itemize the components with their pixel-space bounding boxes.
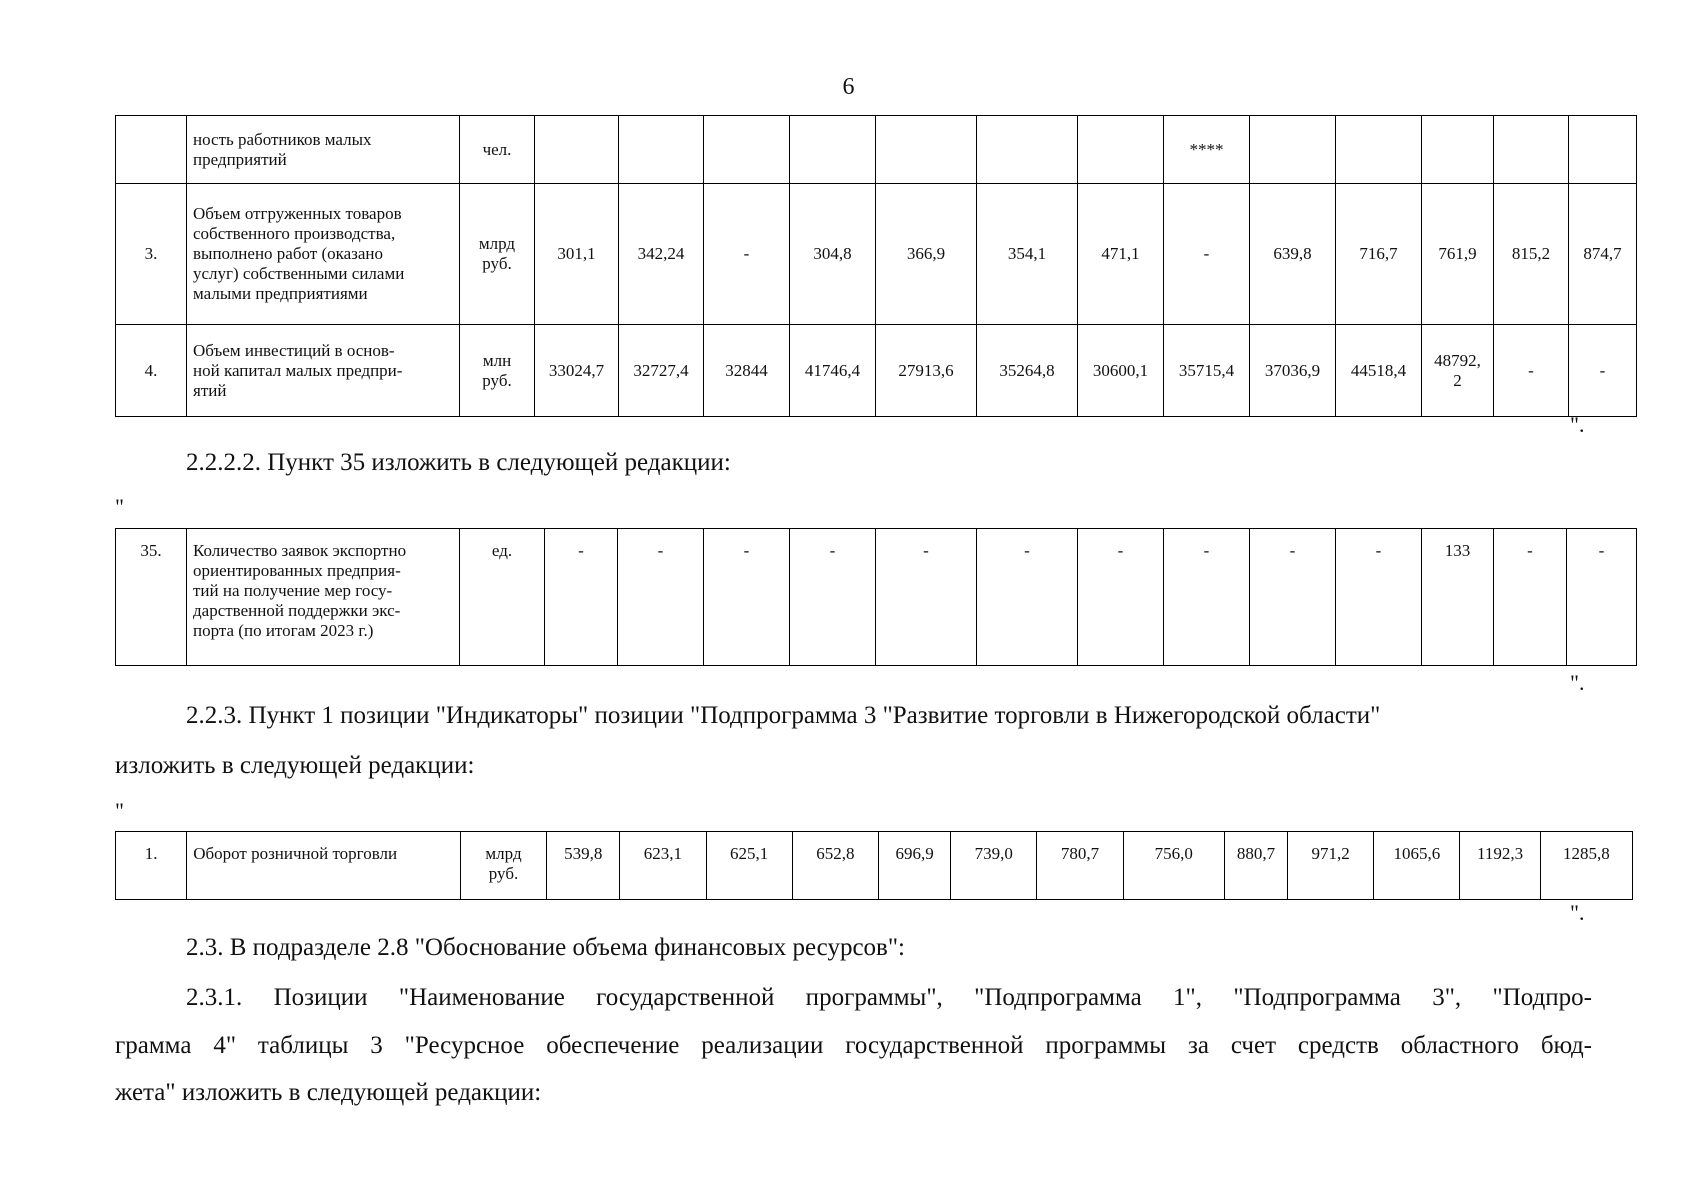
value-cell: 1065,6	[1374, 832, 1460, 900]
value-cell: 1285,8	[1540, 832, 1632, 900]
value-cell: 32844	[704, 325, 790, 417]
value-cell: 874,7	[1569, 184, 1637, 325]
value-cell: -	[545, 529, 618, 666]
indicator-name-cell: Объем инвестиций в основ- ной капитал малых предпри- ятий	[187, 325, 460, 417]
paragraph-2-2-3-line-1: 2.2.3. Пункт 1 позиции "Индикаторы" позиции "Подпрограмма 3 "Развитие торговли в Нижегородской области"	[186, 702, 1381, 729]
page-number: 6	[842, 74, 855, 100]
value-cell: -	[704, 529, 790, 666]
value-cell: 1192,3	[1460, 832, 1540, 900]
value-cell: 539,8	[547, 832, 620, 900]
value-cell: 30600,1	[1078, 325, 1164, 417]
indicator-name-cell: Объем отгруженных товаров собственного производства, выполнено работ (оказано услуг) собственными силами малыми предприятиями	[187, 184, 460, 325]
table-row	[116, 116, 1637, 184]
paragraph-2-3-1-line-2: грамма 4" таблицы 3 "Ресурсное обеспечение реализации государственной программы за счет средств областного бюд-	[115, 1032, 1592, 1059]
value-cell: -	[1494, 529, 1567, 666]
value-cell: 756,0	[1123, 832, 1224, 900]
value-cell: -	[1569, 325, 1637, 417]
value-cell: 27913,6	[876, 325, 977, 417]
row-number-cell: 3.	[116, 184, 187, 325]
close-quote: ".	[1570, 900, 1585, 925]
indicators-table-1	[115, 115, 1637, 417]
open-quote: "	[115, 798, 124, 823]
value-cell: 739,0	[951, 832, 1037, 900]
close-quote: ".	[1570, 670, 1585, 695]
value-cell: 780,7	[1037, 832, 1123, 900]
value-cell: -	[1078, 529, 1164, 666]
value-cell: 815,2	[1494, 184, 1569, 325]
indicator-name-cell: ность работников малых предприятий	[187, 116, 460, 184]
value-cell: 652,8	[792, 832, 878, 900]
close-quote: ".	[1570, 412, 1585, 437]
value-cell	[790, 116, 876, 184]
value-cell: 48792, 2	[1422, 325, 1494, 417]
value-cell: 880,7	[1224, 832, 1287, 900]
value-cell: 133	[1422, 529, 1494, 666]
value-cell: 33024,7	[535, 325, 619, 417]
value-cell	[1422, 116, 1494, 184]
value-cell	[1494, 116, 1569, 184]
indicator-name-cell: Оборот розничной торговли	[187, 832, 461, 900]
value-cell: -	[977, 529, 1078, 666]
value-cell	[704, 116, 790, 184]
value-cell: 35715,4	[1164, 325, 1250, 417]
value-cell: -	[1494, 325, 1569, 417]
value-cell: 354,1	[977, 184, 1078, 325]
unit-cell: млрд руб.	[460, 832, 546, 900]
value-cell: -	[1567, 529, 1637, 666]
value-cell: 37036,9	[1250, 325, 1336, 417]
paragraph-2-3-1-line-1: 2.3.1. Позиции "Наименование государственной программы", "Подпрограмма 1", "Подпрограмма 3", "Подпро-	[186, 984, 1592, 1011]
value-cell	[1250, 116, 1336, 184]
open-quote: "	[115, 494, 124, 519]
value-cell: -	[1336, 529, 1422, 666]
table-row	[116, 832, 1633, 900]
value-cell: ****	[1164, 116, 1250, 184]
value-cell	[535, 116, 619, 184]
indicator-name-cell: Количество заявок экспортно ориентированных предприя- тий на получение мер госу- дарственной поддержки экс- порта (по итогам 2023 г.)	[187, 529, 460, 666]
unit-cell: млрд руб.	[460, 184, 535, 325]
row-number-cell: 1.	[116, 832, 187, 900]
value-cell: 41746,4	[790, 325, 876, 417]
value-cell: 625,1	[706, 832, 792, 900]
value-cell	[977, 116, 1078, 184]
value-cell: 32727,4	[619, 325, 704, 417]
value-cell: 342,24	[619, 184, 704, 325]
table-row	[116, 325, 1637, 417]
value-cell: 304,8	[790, 184, 876, 325]
row-number-cell: 35.	[116, 529, 187, 666]
value-cell: -	[704, 184, 790, 325]
row-number-cell: 4.	[116, 325, 187, 417]
value-cell: -	[1164, 184, 1250, 325]
indicators-table-3	[115, 831, 1633, 900]
value-cell: 366,9	[876, 184, 977, 325]
paragraph-2-3-1-line-3: жета" изложить в следующей редакции:	[115, 1079, 542, 1106]
unit-cell: ед.	[460, 529, 545, 666]
value-cell: 716,7	[1336, 184, 1422, 325]
value-cell	[876, 116, 977, 184]
value-cell	[619, 116, 704, 184]
table-row	[116, 184, 1637, 325]
indicators-table-2	[115, 528, 1637, 666]
value-cell	[1336, 116, 1422, 184]
value-cell: -	[1164, 529, 1250, 666]
value-cell: 623,1	[620, 832, 706, 900]
row-number-cell	[116, 116, 187, 184]
value-cell: -	[618, 529, 704, 666]
paragraph-2-2-3-line-2: изложить в следующей редакции:	[115, 752, 475, 779]
table-row	[116, 529, 1637, 666]
value-cell: -	[790, 529, 876, 666]
value-cell: 35264,8	[977, 325, 1078, 417]
value-cell: 471,1	[1078, 184, 1164, 325]
value-cell: 761,9	[1422, 184, 1494, 325]
value-cell: -	[1250, 529, 1336, 666]
unit-cell: чел.	[460, 116, 535, 184]
unit-cell: млн руб.	[460, 325, 535, 417]
value-cell: 971,2	[1288, 832, 1374, 900]
paragraph-2-3: 2.3. В подразделе 2.8 "Обоснование объема финансовых ресурсов":	[186, 934, 905, 961]
value-cell: 639,8	[1250, 184, 1336, 325]
value-cell: 696,9	[878, 832, 950, 900]
value-cell	[1569, 116, 1637, 184]
value-cell: -	[876, 529, 977, 666]
value-cell: 44518,4	[1336, 325, 1422, 417]
value-cell	[1078, 116, 1164, 184]
value-cell: 301,1	[535, 184, 619, 325]
paragraph-2-2-2-2: 2.2.2.2. Пункт 35 изложить в следующей редакции:	[186, 449, 731, 476]
